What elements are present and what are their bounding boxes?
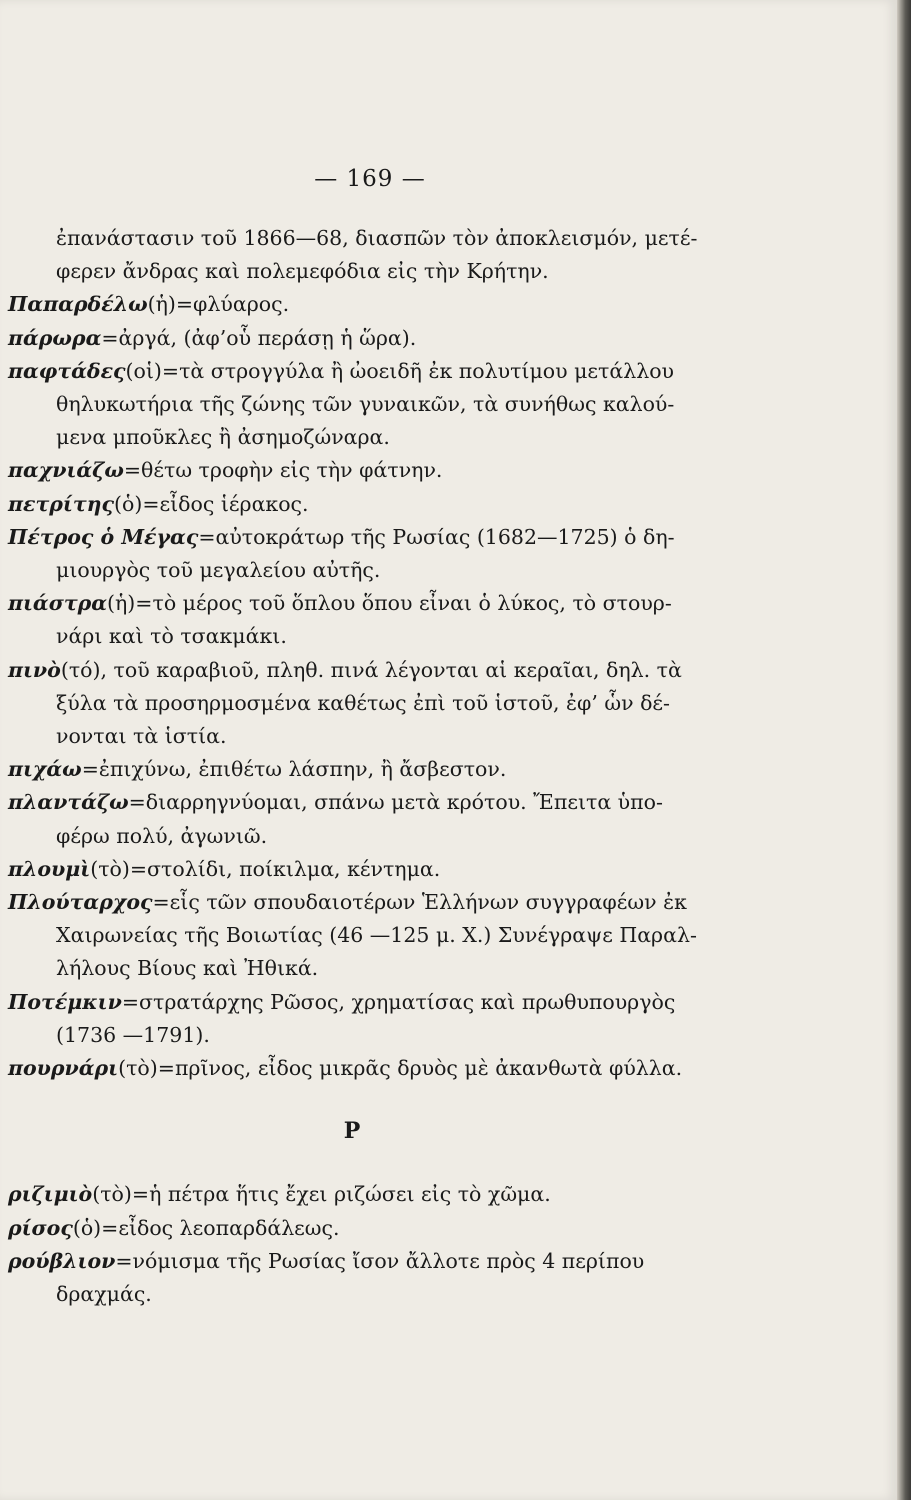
entry-definition-line: λήλους Βίους καὶ Ἠθικά. (56, 956, 319, 981)
entry-definition-line: νάρι καὶ τὸ τσακμάκι. (56, 624, 287, 649)
entry-definition-line: (τὸ)=πρῖνος, εἶδος μικρᾶς δρυὸς μὲ ἀκανθωτὰ φύλλα. (118, 1056, 683, 1081)
entry-term: Ποτέμκιν (8, 989, 122, 1014)
entry-term: ρίσος (8, 1215, 73, 1240)
entry-definition-line: =ἀργά, (ἀφ’οὗ περάσῃ ἡ ὥρα). (101, 325, 417, 350)
entry-definition-line: (1736 —1791). (56, 1022, 210, 1047)
entry-definition-line: =διαρρηγνύομαι, σπάνω μετὰ κρότου. Ἔπειτα ὑπο- (128, 790, 663, 815)
intro-paragraph (8, 222, 726, 288)
dictionary-entry (8, 1052, 726, 1085)
entry-definition-line: φέρω πολύ, ἀγωνιῶ. (56, 823, 268, 848)
entry-definition-line: Χαιρωνείας τῆς Βοιωτίας (46 —125 μ. Χ.) Συνέγραψε Παραλ- (56, 923, 697, 948)
section-letter-text: Ρ (343, 1118, 361, 1145)
entry-term: ρούβλιον (8, 1248, 116, 1273)
entry-definition-line: =ἐπιχύνω, ἐπιθέτω λάσπην, ἢ ἄσβεστον. (81, 757, 507, 782)
dictionary-entry (8, 753, 726, 786)
dictionary-entry (8, 587, 726, 653)
entry-definition-line: (οἱ)=τὰ στρογγύλα ἢ ὠοειδῆ ἐκ πολυτίμου μετάλλου (125, 358, 675, 383)
dictionary-entry (8, 1178, 726, 1211)
entry-definition-line: (ὁ)=εἶδος ἱέρακος. (114, 491, 309, 516)
entry-definition-line: (ἡ)=φλύαρος. (147, 292, 290, 317)
entry-definition-line: =εἷς τῶν σπουδαιοτέρων Ἑλλήνων συγγραφέων ἐκ (152, 890, 687, 915)
entry-term: ριζιμιὸ (8, 1182, 93, 1207)
entry-term: πλαντάζω (8, 790, 129, 815)
entry-term: παχνιάζω (8, 458, 124, 483)
dictionary-entry (8, 288, 726, 321)
entry-term: πιάστρα (8, 591, 108, 616)
dictionary-entry (8, 1245, 726, 1311)
entry-definition-line: μενα μποῦκλες ἢ ἀσημοζώναρα. (56, 425, 390, 450)
entry-term: πουρνάρι (8, 1056, 119, 1081)
entry-term: πλουμὶ (8, 856, 91, 881)
entry-definition-line: (ὁ)=εἶδος λεοπαρδάλεως. (72, 1215, 340, 1240)
dictionary-entry (8, 355, 726, 455)
entries-rho (8, 1178, 726, 1311)
entry-term: Πέτρος ὁ Μέγας (8, 524, 199, 549)
entry-definition-line: θηλυκωτήρια τῆς ζώνης τῶν γυναικῶν, τὰ συνήθως καλού- (56, 392, 675, 417)
dictionary-entry (8, 786, 726, 852)
dictionary-text (8, 222, 726, 1311)
entry-term: πάρωρα (8, 325, 102, 350)
entries-pi (8, 288, 726, 1085)
entry-term: πετρίτης (8, 491, 114, 516)
entry-term: παφτάδες (8, 358, 126, 383)
section-letter (8, 1115, 726, 1148)
entry-definition-line: (τό), τοῦ καραβιοῦ, πληθ. πινά λέγονται αἱ κεραῖαι, δηλ. τὰ (60, 657, 682, 682)
intro-line-2: φερεν ἄνδρας καὶ πολεμεφόδια εἰς τὴν Κρήτην. (56, 259, 549, 284)
entry-definition-line: =θέτω τροφὴν εἰς τὴν φάτνην. (123, 458, 443, 483)
dictionary-entry (8, 454, 726, 487)
dictionary-entry (8, 488, 726, 521)
entry-definition-line: ξύλα τὰ προσηρμοσμένα καθέτως ἐπὶ τοῦ ἱστοῦ, ἐφ’ ὧν δέ- (56, 690, 670, 715)
entry-definition-line: (τὸ)=ἡ πέτρα ἥτις ἔχει ριζώσει εἰς τὸ χῶμα. (92, 1182, 551, 1207)
entry-definition-line: (ἡ)=τὸ μέρος τοῦ ὅπλου ὅπου εἶναι ὁ λύκος, τὸ στουρ- (107, 591, 672, 616)
entry-definition-line: δραχμάς. (56, 1282, 152, 1307)
page-edge (897, 0, 911, 1500)
page-number: — 169 — (314, 166, 426, 192)
entry-definition-line: (τὸ)=στολίδι, ποίκιλμα, κέντημα. (90, 856, 441, 881)
entry-term: Παπαρδέλω (8, 292, 148, 317)
entry-definition-line: =αὐτοκράτωρ τῆς Ρωσίας (1682—1725) ὁ δη- (198, 524, 675, 549)
dictionary-entry (8, 521, 726, 587)
entry-definition-line: μιουργὸς τοῦ μεγαλείου αὐτῆς. (56, 558, 381, 583)
entry-definition-line: νονται τὰ ἱστία. (56, 724, 227, 749)
entry-term: πιχάω (8, 757, 82, 782)
intro-line-1: ἐπανάστασιν τοῦ 1866—68, διασπῶν τὸν ἀποκλεισμόν, μετέ- (56, 226, 698, 250)
dictionary-entry (8, 1212, 726, 1245)
dictionary-entry (8, 886, 726, 986)
dictionary-entry (8, 853, 726, 886)
entry-term: πινὸ (8, 657, 61, 682)
dictionary-entry (8, 986, 726, 1052)
dictionary-entry (8, 322, 726, 355)
dictionary-entry (8, 654, 726, 754)
entry-definition-line: =στρατάρχης Ρῶσος, χρηματίσας καὶ πρωθυπουργὸς (121, 989, 676, 1014)
entry-term: Πλούταρχος (8, 890, 153, 915)
entry-definition-line: =νόμισμα τῆς Ρωσίας ἴσον ἄλλοτε πρὸς 4 περίπου (115, 1248, 645, 1273)
